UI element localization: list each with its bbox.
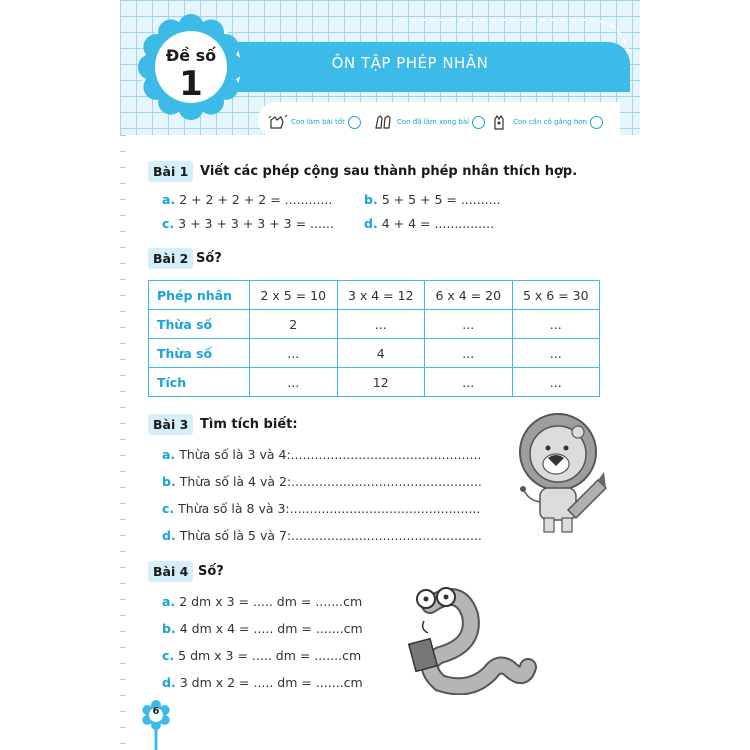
lion-illustration xyxy=(510,410,620,540)
table-cell[interactable]: ... xyxy=(425,310,513,339)
page-title: ÔN TẬP PHÉP NHÂN xyxy=(331,54,489,72)
exercise-1-heading: Viết các phép cộng sau thành phép nhân thích hợp. xyxy=(200,164,578,179)
row-header: Thừa số xyxy=(149,310,250,339)
table-cell[interactable]: ... xyxy=(512,368,600,397)
exercise-4-item-c: c. 5 dm x 3 = ..... dm = .......cm xyxy=(162,648,362,663)
exercise-3-item-c: c. Thừa số là 8 và 3:................................................ xyxy=(162,501,481,516)
rating-label: Con cần cố gắng hơn xyxy=(513,118,587,126)
table-cell: 6 x 4 = 20 xyxy=(425,281,513,310)
table-cell[interactable]: ... xyxy=(337,310,425,339)
rating-checkbox[interactable] xyxy=(590,116,603,129)
exercise-3-label: Bài 3 xyxy=(148,414,193,435)
exercise-1-item-c: c. 3 + 3 + 3 + 3 + 3 = ...... xyxy=(162,216,334,231)
table-row xyxy=(149,310,600,339)
badge-number: 1 xyxy=(179,64,203,104)
table-row xyxy=(149,281,600,310)
page-number: 6 xyxy=(152,706,160,717)
table-cell: 2 xyxy=(250,310,338,339)
effort-icon xyxy=(490,114,510,130)
exercise-4-label: Bài 4 xyxy=(148,561,193,582)
snake-illustration xyxy=(400,575,540,695)
clap-icon xyxy=(268,114,288,130)
exercise-4-heading: Số? xyxy=(198,564,224,579)
exercise-2-heading: Số? xyxy=(196,251,222,266)
table-cell[interactable]: ... xyxy=(512,310,600,339)
rating-try-harder[interactable] xyxy=(490,114,603,130)
exercise-1-item-b: b. 5 + 5 + 5 = .......... xyxy=(364,192,501,207)
table-cell[interactable]: ... xyxy=(250,339,338,368)
table-cell[interactable]: ... xyxy=(250,368,338,397)
rating-bar xyxy=(258,102,620,138)
table-cell: 2 x 5 = 10 xyxy=(250,281,338,310)
exercise-4-item-d: d. 3 dm x 2 = ..... dm = .......cm xyxy=(162,675,363,690)
row-header: Thừa số xyxy=(149,339,250,368)
title-banner xyxy=(190,42,630,92)
rating-checkbox[interactable] xyxy=(348,116,361,129)
rating-checkbox[interactable] xyxy=(472,116,485,129)
table-row xyxy=(149,339,600,368)
exercise-2-label: Bài 2 xyxy=(148,248,193,269)
rating-label: Con làm bài tốt xyxy=(291,118,345,126)
high-five-icon xyxy=(374,114,394,130)
exercise-3-heading: Tìm tích biết: xyxy=(200,417,298,432)
rating-done[interactable] xyxy=(374,114,485,130)
rating-label: Con đã làm xong bài xyxy=(397,118,470,126)
exercise-1-item-a: a. 2 + 2 + 2 + 2 = ............ xyxy=(162,192,333,207)
row-header: Phép nhân xyxy=(149,281,250,310)
exercise-3-item-b: b. Thừa số là 4 và 2:................................................ xyxy=(162,474,482,489)
table-cell: 4 xyxy=(337,339,425,368)
table-cell[interactable]: ... xyxy=(425,368,513,397)
table-cell: 3 x 4 = 12 xyxy=(337,281,425,310)
table-cell: 5 x 6 = 30 xyxy=(512,281,600,310)
table-cell[interactable]: ... xyxy=(425,339,513,368)
exam-number-badge xyxy=(138,12,244,122)
table-cell[interactable]: ... xyxy=(512,339,600,368)
multiplication-table xyxy=(148,280,600,397)
table-cell: 12 xyxy=(337,368,425,397)
exercise-1-label: Bài 1 xyxy=(148,161,193,182)
badge-label: Đề số xyxy=(165,46,217,65)
table-row xyxy=(149,368,600,397)
exercise-4-item-a: a. 2 dm x 3 = ..... dm = .......cm xyxy=(162,594,363,609)
exercise-3-item-a: a. Thừa số là 3 và 4:................................................ xyxy=(162,447,482,462)
left-grid-strip xyxy=(120,135,126,750)
exercise-3-item-d: d. Thừa số là 5 và 7:................................................ xyxy=(162,528,482,543)
exercise-1-item-d: d. 4 + 4 = ............... xyxy=(364,216,495,231)
rating-good[interactable] xyxy=(268,114,361,130)
exercise-4-item-b: b. 4 dm x 4 = ..... dm = .......cm xyxy=(162,621,363,636)
row-header: Tích xyxy=(149,368,250,397)
